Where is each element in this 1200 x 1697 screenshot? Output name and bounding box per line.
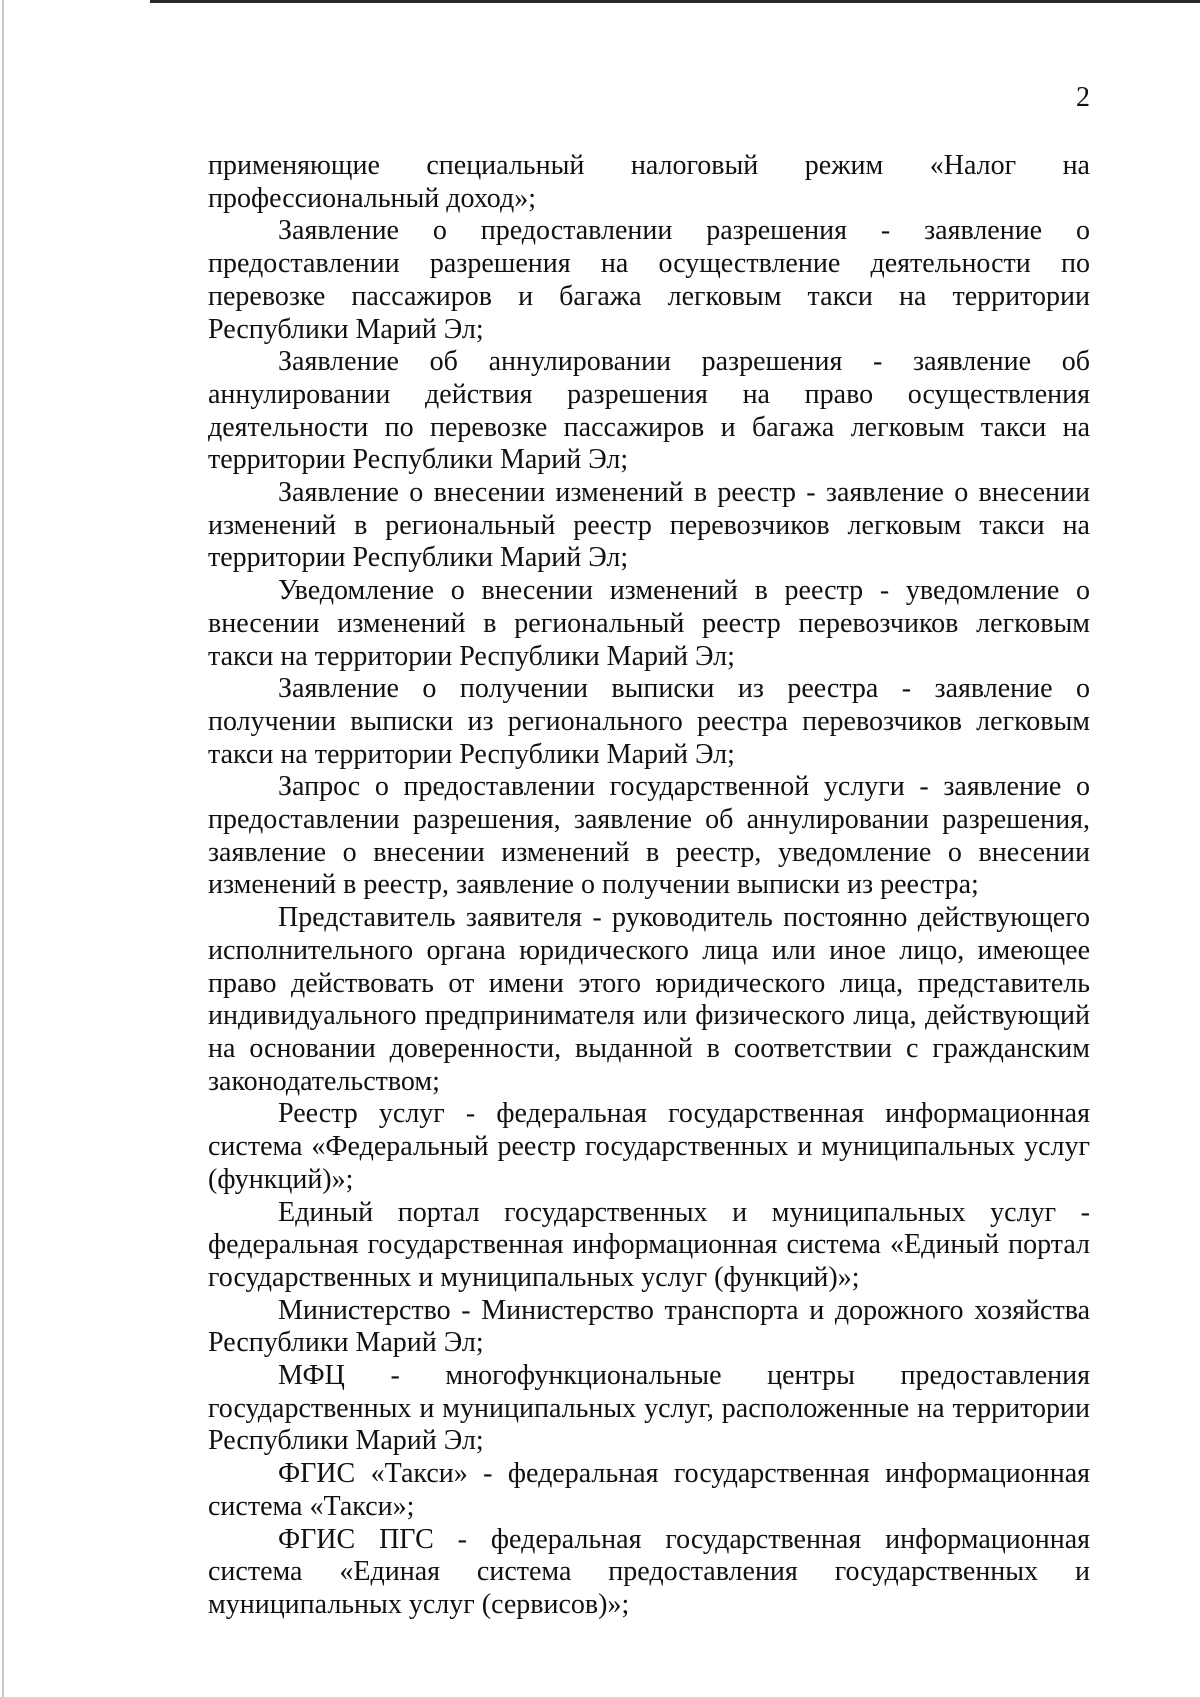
definition-mfc: МФЦ - многофункциональные центры предоставления государственных и муниципальных услуг, расположенные на территории Республики Марий Эл;: [208, 1360, 1090, 1457]
scan-left-edge: [2, 0, 4, 1697]
definition-application-annulment: Заявление об аннулировании разрешения - заявление об аннулировании действия разрешения на право осуществления деятельности по перевозке пассажиров и багажа легковым такси на территории Республики Марий Эл;: [208, 346, 1090, 476]
definition-service-request: Запрос о предоставлении государственной услуги - заявление о предоставлении разрешения, заявление об аннулировании разрешения, заявление о внесении изменений в реестр, уведомление о внесении изменений в реестр, заявление о получении выписки из реестра;: [208, 771, 1090, 901]
scan-top-edge: [150, 0, 1200, 3]
definition-fgis-taxi: ФГИС «Такси» - федеральная государственная информационная система «Такси»;: [208, 1458, 1090, 1522]
definition-unified-portal: Единый портал государственных и муниципальных услуг - федеральная государственная информационная система «Единый портал государственных и муниципальных услуг (функций)»;: [208, 1196, 1090, 1293]
definition-fgis-pgs: ФГИС ПГС - федеральная государственная информационная система «Единая система предоставления государственных и муниципальных услуг (сервисов)»;: [208, 1523, 1090, 1620]
definition-application-registry-changes: Заявление о внесении изменений в реестр - заявление о внесении изменений в региональный реестр перевозчиков легковым такси на территории Республики Марий Эл;: [208, 477, 1090, 574]
definition-application-permit: Заявление о предоставлении разрешения - заявление о предоставлении разрешения на осуществление деятельности по перевозке пассажиров и багажа легковым такси на территории Республики Марий Эл;: [208, 215, 1090, 345]
definition-ministry: Министерство - Министерство транспорта и дорожного хозяйства Республики Марий Эл;: [208, 1294, 1090, 1359]
definition-services-registry: Реестр услуг - федеральная государственная информационная система «Федеральный реестр государственных и муниципальных услуг (функций)»;: [208, 1098, 1090, 1195]
definition-applicant-representative: Представитель заявителя - руководитель постоянно действующего исполнительного органа юридического лица или иное лицо, имеющее право действовать от имени этого юридического лица, представитель индивидуального предпринимателя или физического лица, действующий на основании доверенности, выданной в соответствии с гражданским законодательством;: [208, 902, 1090, 1097]
definition-application-registry-extract: Заявление о получении выписки из реестра - заявление о получении выписки из регионального реестра перевозчиков легковым такси на территории Республики Марий Эл;: [208, 673, 1090, 770]
definition-notification-registry-changes: Уведомление о внесении изменений в реестр - уведомление о внесении изменений в региональный реестр перевозчиков легковым такси на территории Республики Марий Эл;: [208, 575, 1090, 672]
page-number: 2: [1076, 82, 1090, 113]
paragraph-continuation: применяющие специальный налоговый режим «Налог на профессиональный доход»;: [208, 150, 1090, 214]
document-body: [208, 150, 1090, 1622]
